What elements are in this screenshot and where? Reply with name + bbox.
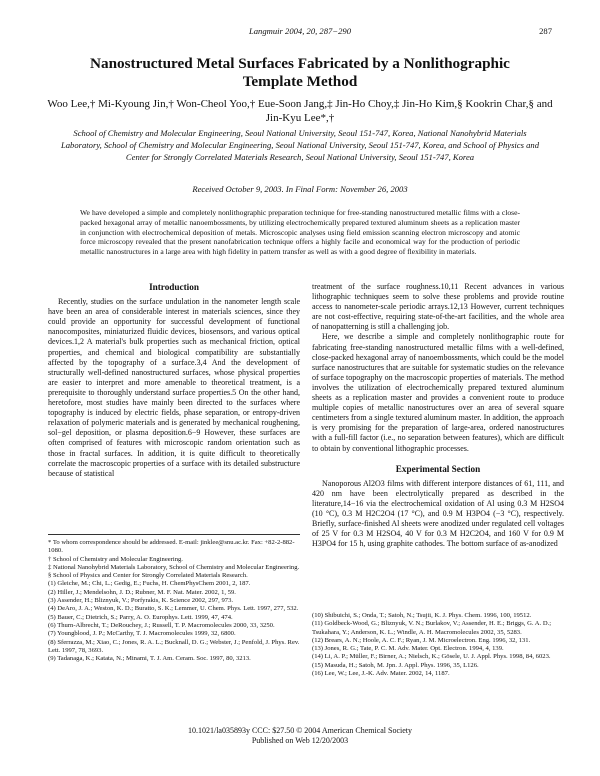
footnote-item: * To whom correspondence should be addressed. E-mail: jinklee@snu.ac.kr. Fax: +82-2-882-1080. <box>48 539 295 555</box>
published-date: Published on Web 12/20/2003 <box>251 736 349 745</box>
page-footer <box>40 726 560 746</box>
footnotes-right <box>312 612 564 678</box>
page-number: 287 <box>539 26 552 36</box>
reference-item: (6) Thurn-Albrecht, T.; DeRouchey, J.; Russell, T. P. Macromolecules 2000, 33, 3250. <box>48 621 275 629</box>
journal-citation: Langmuir 2004, 20, 287−290 <box>248 26 351 36</box>
reference-item: (5) Bauer, C.; Dietrich, S.; Parry, A. O. Europhys. Lett. 1999, 47, 474. <box>48 613 233 621</box>
reference-item: (4) DeAro, J. A.; Weston, K. D.; Buratto, S. K.; Lemmer, U. Chem. Phys. Lett. 1997, 277, 532. <box>48 605 299 613</box>
affiliations: School of Chemistry and Molecular Engineering, Seoul National University, Seoul 151-747, Korea, National Nanohybrid Materials Laboratory, School of Chemistry and Molecular Engineering, Seoul National University, Seoul 151-747, Korea, and School of Physics and Center for Strongly Correlated Materials Research, Seoul National University, Seoul 151-747, Korea <box>60 128 540 162</box>
right-column <box>312 282 564 549</box>
reference-item: (2) Hiller, J.; Mendelsohn, J. D.; Rubner, M. F. Nat. Mater. 2002, 1, 59. <box>48 588 236 596</box>
reference-item: (3) Assender, H.; Bliznyuk, V.; Porfyrakis, K. Science 2002, 297, 973. <box>48 597 234 605</box>
body-paragraph: Recently, studies on the surface undulation in the nanometer length scale have been an area of considerable interest in materials sciences, since they could provide an opportunity for successful development of functional nanocomposites, miniaturized fluidic devices, biosensors, and various optical devices.1,2 A material's bulk properties such as mechanical friction, optical properties, and chemical and biological compatibility are substantially affected by the topography of a surface.3,4 And the development of structurally well-defined nanostructured surfaces, whose physical properties are easier to interpret and more amenable to theoretical treatment, is a prerequisite to thoroughly understand surface properties.5 On the other hand, heretofore, most studies have mainly been directed to the surfaces where topography is induced by electric fields, phase separation, or entropy-driven relaxation of polymeric materials and is generated by mechanical roughening, sol−gel deposition, or plasma deposition.6−9 However, these surfaces are often comprised of features with microscopic random orientation such as those in fractal surfaces. In addition, it is quite difficult to theoretically correlate the macroscopic properties of a surface with its detailed substructure because of statistical <box>48 297 300 478</box>
reference-item: (11) Goldbeck-Wood, G.; Bliznyuk, V. N.; Burlakov, V.; Assender, H. E.; Briggs, G. A. D.; Tsukahara, Y.; Anderson, K. L.; Windle, A. H. Macromolecules 2002, 35, 5283. <box>312 620 552 636</box>
footnotes-left <box>48 534 300 663</box>
reference-item: (10) Shibuichi, S.; Onda, T.; Satoh, N.; Tsujii, K. J. Phys. Chem. 1996, 100, 19512. <box>312 612 532 619</box>
reference-item: (7) Youngblood, J. P.; McCarthy, T. J. Macromolecules 1999, 32, 6800. <box>48 630 236 638</box>
running-header <box>40 26 560 38</box>
reference-item: (1) Gleiche, M.; Chi, L.; Gedig, E.; Fuchs, H. ChemPhysChem 2001, 2, 187. <box>48 580 251 588</box>
body-paragraph: treatment of the surface roughness.10,11 Recent advances in various lithographic techniques seem to solve these problems and provide routine access to nanometer-scale periodic arrays.12,13 However, current techniques are not cost-effective, requiring state-of-the-art facilities, and the whole area of nanopatterning is still a challenging job. <box>312 282 564 332</box>
footnote-item: § School of Physics and Center for Strongly Correlated Materials Research. <box>48 572 248 580</box>
section-heading-experimental: Experimental Section <box>395 463 481 474</box>
footnote-item: ‡ National Nanohybrid Materials Laboratory, School of Chemistry and Molecular Engineering. <box>48 563 300 571</box>
reference-item: (9) Tadanaga, K.; Katata, N.; Minami, T. J. Am. Ceram. Soc. 1997, 80, 3213. <box>48 655 251 663</box>
reference-item: (13) Jones, R. G.; Tate, P. C. M. Adv. Mater. Opt. Electron. 1994, 4, 139. <box>312 645 504 653</box>
abstract: We have developed a simple and completely nonlithographic preparation technique for free-standing nanostructured metallic films with a close-packed hexagonal array of metallic nanoembossments, by utilizing electrochemically prepared textured aluminum sheets as a replication master in conjunction with electrochemical deposition of metals. Microscopic analyses using field emission scanning electron microscopy and atomic force microscopy revealed that the present nanofabrication technique offers a highly facile and economical way for the production of periodic metallic nanostructures in a large area with high fidelity in pattern transfer as well as with a good degree of flexibility in materials. <box>80 208 520 257</box>
article-title: Nanostructured Metal Surfaces Fabricated by a Nonlithographic Template Method <box>90 55 510 90</box>
reference-item: (12) Brears, A. N.; Hoole, A. C. F.; Ryan, J. M. Microelectron. Eng. 1996, 32, 131. <box>312 636 531 644</box>
footnote-item: † School of Chemistry and Molecular Engineering. <box>48 555 183 563</box>
left-column <box>48 282 300 479</box>
reference-item: (14) Li, A. P.; Müller, F.; Birner, A.; Nielsch, K.; Gösele, U. J. Appl. Phys. 1998, 84, 6023. <box>312 653 551 661</box>
doi-copyright-line: 10.1021/la035893y CCC: $27.50 © 2004 American Chemical Society <box>187 726 413 735</box>
reference-item: (16) Lee, W.; Lee, J.-K. Adv. Mater. 2002, 14, 1187. <box>312 670 450 678</box>
author-list: Woo Lee,† Mi-Kyoung Jin,† Won-Cheol Yoo,† Eue-Soon Jang,‡ Jin-Ho Choy,‡ Jin-Ho Kim,§ Kookrin Char,§ and Jin-Kyu Lee*,† <box>47 98 553 124</box>
body-paragraph: Here, we describe a simple and completely nonlithographic route for fabricating free-standing nanostructured metallic films with a well-defined, close-packed hexagonal array of nanoembossments, which could be the model surface nanostructures that are suitable for systematic studies on the relevance of surface topography on the macroscopic properties of materials. The method involves the utilization of electrochemically prepared textured aluminum sheets as a replication master and provides a convenient route to produce multiple copies of metallic nanostructures over an area of several square centimeters from a single textured aluminum master. In addition, the approach is very promising for the preparation of large-area, ordered nanostructures with a full-fill factor (i.e., no separation between features), which are difficult to obtain by conventional lithographic processes. <box>312 332 564 453</box>
reference-item: (8) Sferrazza, M.; Xiao, C.; Jones, R. A. L.; Bucknall, D. G.; Webster, J.; Penfold, J. Phys. Rev. Lett. 1997, 78, 3693. <box>48 638 300 654</box>
section-heading-introduction: Introduction <box>149 282 199 292</box>
received-dates: Received October 9, 2003. In Final Form: November 26, 2003 <box>192 184 408 194</box>
body-paragraph: Nanoporous Al2O3 films with different interpore distances of 61, 111, and 420 nm have been electrolytically prepared as described in the literature,14−16 via the electrochemical oxidation of Al using 0.3 M H2SO4 (10 °C), 0.3 M H2C2O4 (17 °C), and 0.9 M H3PO4 (−3 °C), respectively. Briefly, surface-finished Al sheets were anodized under regulated cell voltages of 25 V for 0.3 M H2SO4, 40 V for 0.3 M H2C2O4, and 160 V for 0.9 M H3PO4 for 15 h, using graphite cathodes. The bottom surface of as-anodized <box>312 478 564 549</box>
reference-item: (15) Masuda, H.; Satoh, M. Jpn. J. Appl. Phys. 1996, 35, L126. <box>312 661 479 669</box>
